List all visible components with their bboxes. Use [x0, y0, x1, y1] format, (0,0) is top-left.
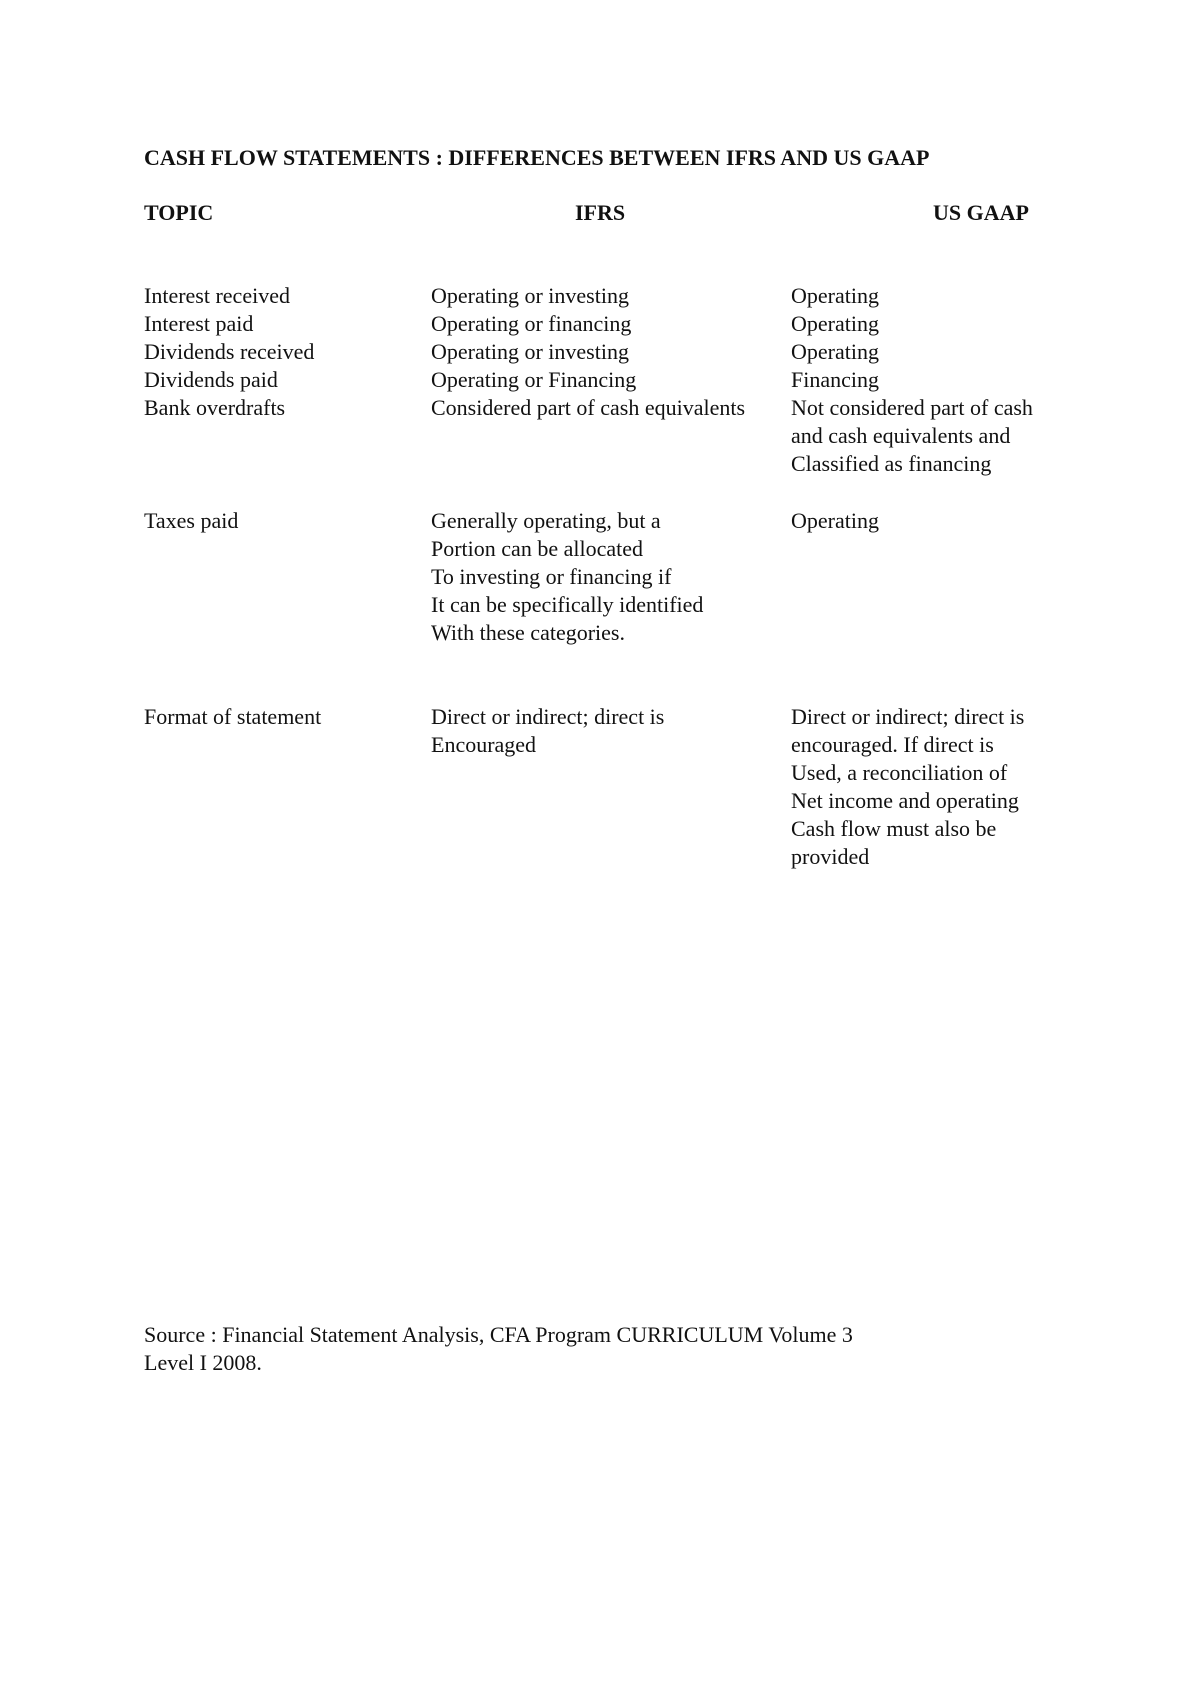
document-title: CASH FLOW STATEMENTS : DIFFERENCES BETWEEN IFRS AND US GAAP — [144, 145, 930, 170]
column-header-ifrs: IFRS — [575, 200, 626, 225]
ifrs-cell-interest-dividends-overdrafts: Operating or investing Operating or financing Operating or investing Operating or Financing Considered part of cash equivalents — [431, 283, 746, 420]
ifrs-cell-taxes-paid: Generally operating, but a Portion can be allocated To investing or financing if It can be specifically identified With these categories. — [431, 508, 704, 645]
topic-cell-taxes-paid: Taxes paid — [144, 508, 239, 533]
gaap-cell-interest-dividends-overdrafts: Operating Operating Operating Financing Not considered part of cash and cash equivalents and Classified as financing — [791, 283, 1033, 476]
ifrs-cell-format-of-statement: Direct or indirect; direct is Encouraged — [431, 704, 665, 757]
column-header-topic: TOPIC — [144, 200, 214, 225]
gaap-cell-format-of-statement: Direct or indirect; direct is encouraged. If direct is Used, a reconciliation of Net income and operating Cash flow must also be provided — [791, 704, 1025, 869]
topic-cell-format-of-statement: Format of statement — [144, 704, 322, 729]
gaap-cell-taxes-paid: Operating — [791, 508, 879, 533]
column-header-us-gaap: US GAAP — [933, 200, 1029, 225]
source-citation: Source : Financial Statement Analysis, CFA Program CURRICULUM Volume 3 Level I 2008. — [144, 1322, 853, 1375]
topic-cell-interest-dividends-overdrafts: Interest received Interest paid Dividends received Dividends paid Bank overdrafts — [144, 283, 315, 420]
